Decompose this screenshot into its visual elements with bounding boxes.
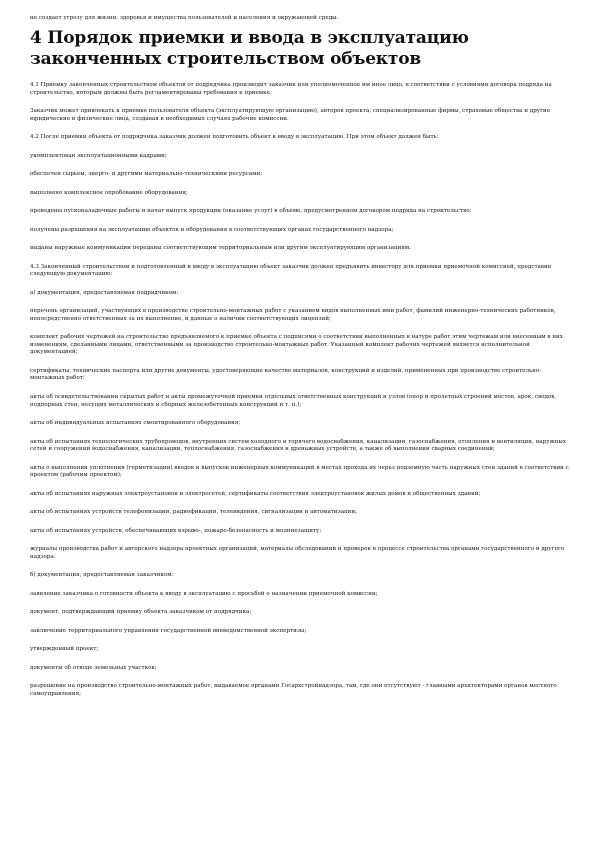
list-item: выполнено комплексное опробование оборудования; bbox=[30, 189, 188, 196]
list-item: акты об испытаниях устройств, обеспечивающих взрыво-, пожаро-безопасность и молниезащиту; bbox=[30, 527, 322, 534]
paragraph: 4.2 После приемки объекта от подрядчика заказчик должен подготовить объект к вводу в эксплуатацию. При этом объект должен быть: bbox=[30, 134, 439, 141]
list-item: укомплектован эксплуатационными кадрами; bbox=[30, 152, 167, 159]
list-item: заявление заказчика о готовности объекта к вводу в эксплуатацию с просьбой о назначении приемочной комиссии; bbox=[30, 590, 378, 597]
list-item: документы об отводе земельных участков; bbox=[30, 664, 157, 671]
list-item: утвержденный проект; bbox=[30, 646, 99, 653]
document-page bbox=[30, 14, 570, 698]
list-item: комплект рабочих чертежей на строительство предъявляемого к приемке объекта с подписями о соответствии выполненных в натуре работ этим чертежам или внесенным в них изменениям, сделанными лицами, ответственными за производство строительно-монтажных работ. Указанный комплект рабочих чертежей является исполнительной документацией; bbox=[30, 334, 563, 356]
list-item: акты о выполнении уплотнения (герметизации) вводов и выпусков инженерных коммуникаций в местах прохода их через подземную часть наружных стен зданий в соответствии с проектом (рабочим проектом); bbox=[30, 464, 569, 479]
subsection-heading: а) документация, предоставляемая подрядчиком: bbox=[30, 289, 179, 296]
list-item: выданы наружные коммуникации переданы соответствующим территориальным или другим эксплуатирующим организациям. bbox=[30, 245, 411, 252]
continuation-text: не создает угрозу для жизни, здоровья и имущества пользователей и населения и окружающей среды. bbox=[30, 15, 339, 21]
list-item: перечень организаций, участвующих в производстве строительно-монтажных работ с указанием видов выполненных ими работ, фамилий инженерно-технических работников, непосредственно ответственных за их выполнение, и данные о наличии соответствующих лицензий; bbox=[30, 308, 556, 322]
list-item: заключение территориального управления государственной вневедомственной экспертизы; bbox=[30, 627, 307, 634]
list-item: акты об испытаниях наружных электроустановок и электросетей, сертификаты соответствия электроустановок жилых домов и общественных зданий; bbox=[30, 490, 481, 497]
list-item: сертификаты, технические паспорта или другие документы, удостоверяющие качество материалов, конструкций и изделий, примененных при производстве строительно-монтажных работ; bbox=[30, 367, 542, 382]
list-item: журналы производства работ и авторского надзора проектных организаций, материалы обследований и проверок в процессе строительства органами государственного и другого надзора. bbox=[30, 546, 565, 560]
paragraph: 4.3 Законченный строительством и подготовленный к вводу в эксплуатацию объект заказчик должен предъявить инвестору для приемки приемочной комиссией, представив следующую документацию: bbox=[30, 263, 551, 278]
paragraph: Заказчик может привлекать к приемке пользователя объекта (эксплуатирующую организацию), авторов проекта, специализированные фирмы, страховые общества и другие юридические и физические лица, создавая в необходимых случаях рабочие комиссии. bbox=[30, 108, 551, 122]
list-item: акты об испытаниях устройств телефонизации, радиофикации, телевидения, сигнализации и автоматизации; bbox=[30, 509, 357, 516]
list-item: разрешение на производство строительно-монтажных работ, выдаваемое органами Госархстройнадзора, там, где они отсутствуют - главными архитекторами органов местного самоуправления; bbox=[30, 683, 557, 697]
list-item: акты об испытаниях технологических трубопроводов, внутренних систем холодного и горячего водоснабжения, канализации, газоснабжения, отопления и вентиляции, наружных сетей и сооружений водоснабжения, канализации, теплоснабжения, газоснабжения и дренажных устройств, а также об выполнении сварных соединений; bbox=[30, 438, 566, 453]
section-body bbox=[30, 82, 570, 698]
subsection-heading: б) документация, предоставляемая заказчиком: bbox=[30, 572, 174, 579]
list-item: проведены пусконаладочные работы и начат выпуск продукции (оказание услуг) в объеме, предусмотренном договором подряда на строительство; bbox=[30, 208, 472, 215]
list-item: акты об индивидуальных испытаниях смонтированного оборудования; bbox=[30, 420, 241, 427]
list-item: обеспечен сырьем, энерго- и другими материально-техническими ресурсами; bbox=[30, 171, 263, 178]
paragraph: 4.1 Приемку законченных строительством объектов от подрядчика производит заказчик или уполномоченное им иное лицо, в соответствии с условиями договора подряда на строительство, которым должны быть регламентированы требования к приемке. bbox=[30, 82, 552, 96]
section-title: 4 Порядок приемки и ввода в эксплуатацию законченных строительством объектов bbox=[30, 28, 469, 69]
list-item: акты об освидетельствовании скрытых работ и акты промежуточной приемки отдельных ответственных конструкций и узлов (опор и пролетных строений мостов, арок, сводов, подпорных стен, несущих металлических и сборных железобетонных конструкций и т. п.); bbox=[30, 393, 557, 408]
list-item: получены разрешения на эксплуатацию объектов и оборудования в соответствующих органах государственного надзора; bbox=[30, 226, 394, 233]
list-item: документ, подтверждающий приемку объекта заказчиком от подрядчика; bbox=[30, 609, 252, 616]
